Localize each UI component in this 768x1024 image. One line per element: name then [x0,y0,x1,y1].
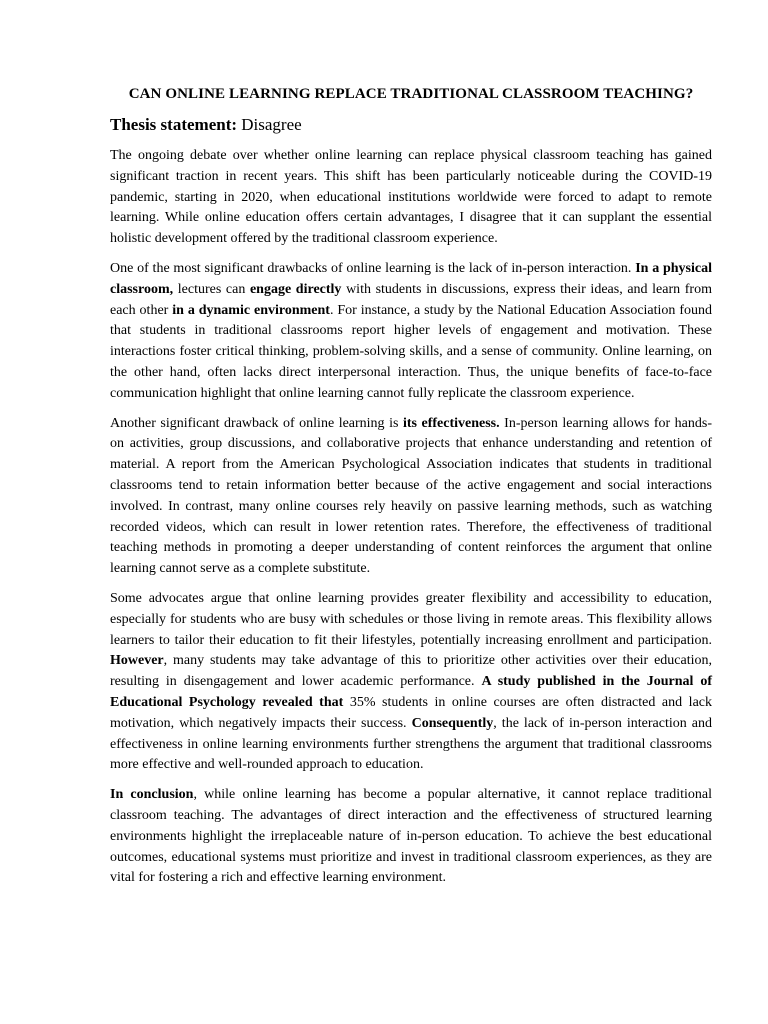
body-paragraph [110,414,712,580]
bold-text-run: Consequently [411,715,494,731]
thesis-statement [110,114,712,136]
text-run: Another significant drawback of online learning is [110,415,403,431]
thesis-value: Disagree [237,115,302,134]
bold-text-run: In conclusion [110,787,194,803]
document-body [110,146,712,889]
body-paragraph [110,259,712,405]
bold-text-run: However [110,653,164,669]
text-run: . For instance, a study by the National Education Association found that students in traditional classrooms report higher levels of engagement and motivation. These interactions foster critical thinking, problem-solving skills, and a sense of community. Online learning, on the other hand, often lacks direct interpersonal interaction. Thus, the unique benefits of face-to-face communication highlight that online learning cannot fully replicate the classroom experience. [110,302,712,401]
document-title: CAN ONLINE LEARNING REPLACE TRADITIONAL CLASSROOM TEACHING? [128,86,694,102]
text-run: One of the most significant drawbacks of online learning is the lack of in-person interaction. [110,260,636,276]
bold-text-run: in a dynamic environment [172,302,330,318]
body-paragraph [110,146,712,250]
text-run: In-person learning allows for hands-on activities, group discussions, and collaborative projects that enhance understanding and retention of material. A report from the American Psychological Association indicates that students in traditional classrooms tend to retain information better because of the active engagement and social interactions involved. In contrast, many online courses rely heavily on passive learning methods, such as watching recorded videos, which can result in lower retention rates. Therefore, the effectiveness of traditional teaching methods in promoting a deeper understanding of content reinforces the argument that online learning cannot serve as a complete substitute. [110,415,713,577]
body-paragraph [110,589,712,776]
text-run: , many students may take advantage of this to prioritize other activities over their education, resulting in disengagement and lower academic performance. [110,653,712,690]
body-paragraph [110,785,712,889]
thesis-label: Thesis statement: [110,115,238,134]
text-run: , the lack of in-person interaction and effectiveness in online learning environments further strengthens the argument that traditional classrooms more effective and well-rounded approach to education. [110,715,712,773]
text-run: The ongoing debate over whether online learning can replace physical classroom teaching has gained significant traction in recent years. This shift has been particularly noticeable during the COVID-19 pandemic, starting in 2020, when educational institutions worldwide were forced to adapt to remote learning. While online education offers certain advantages, I disagree that it can supplant the essential holistic development offered by the traditional classroom experience. [110,148,712,247]
text-run: lectures can [173,281,250,297]
bold-text-run: its effectiveness. [402,415,500,431]
bold-text-run: engage directly [249,281,342,297]
bold-text-run: In a physical classroom, [110,260,712,297]
bold-text-run: A study published in the Journal of Educational Psychology revealed that [110,674,712,710]
text-run: 35% students in online courses are often distracted and lack motivation, which negatively impacts their success. [110,694,712,731]
text-run: , while online learning has become a popular alternative, it cannot replace traditional classroom teaching. The advantages of direct interaction and the effectiveness of structured learning environments highlight the irreplaceable nature of in-person education. To achieve the best educational outcomes, educational systems must prioritize and invest in traditional classroom experiences, as they are vital for fostering a rich and effective learning environment. [110,787,713,886]
text-run: Some advocates argue that online learning provides greater flexibility and accessibility to education, especially for students who are busy with schedules or those living in remote areas. This flexibility allows learners to tailor their education to fit their lifestyles, potentially increasing enrollment and participation. [110,590,712,648]
text-run: with students in discussions, express their ideas, and learn from each other [110,281,712,318]
